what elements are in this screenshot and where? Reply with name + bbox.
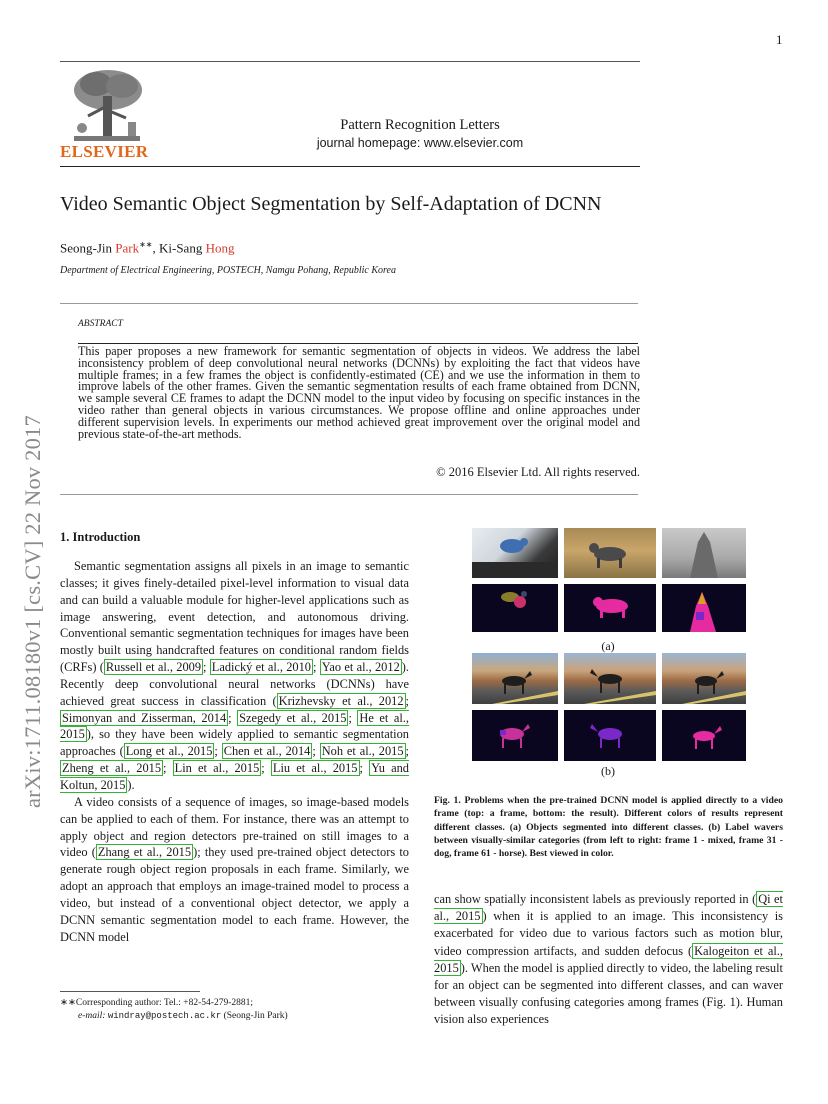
- author-separator: , Ki-Sang: [152, 240, 206, 256]
- figure-b-result-3: [662, 710, 746, 761]
- citation-link[interactable]: Yu and Koltun, 2015: [60, 761, 409, 792]
- footnote-rule: [60, 991, 200, 992]
- citation-link[interactable]: Simonyan and Zisserman, 2014: [62, 710, 227, 725]
- header-rule-top: [60, 61, 640, 62]
- segmentation-mask: [472, 710, 558, 761]
- segmentation-mask: [662, 584, 746, 632]
- elsevier-wordmark: ELSEVIER: [60, 142, 149, 161]
- text-run: ); they used pre-trained object detectors to generate rough object region proposals in each frame. Similarly, we adopt an approach that employs an image-trained model to process a video, but instead of a conventional object detector, we apply a DCNN semantic segmentation model to each frame. However, the DCNN model: [60, 845, 410, 944]
- email-label: e-mail:: [78, 1011, 106, 1021]
- citation-link[interactable]: Qi et al., 2015: [434, 892, 783, 924]
- footnote: [60, 997, 420, 1023]
- text-run: ;: [359, 761, 370, 776]
- text-run: ;: [214, 744, 222, 759]
- figure-a-result-3: [662, 584, 746, 632]
- text-run: ). Recently deep convolutional neural networks (DCNNs) have achieved great success in classification (: [60, 660, 410, 708]
- abstract-rule-top: [60, 303, 638, 304]
- bird-photo: [472, 528, 558, 578]
- figure-a-frame-3: [662, 528, 746, 578]
- animal-photo: [564, 528, 656, 578]
- citation-link[interactable]: Russell et al., 2009: [105, 660, 202, 675]
- text-run: ;: [228, 710, 238, 725]
- page-number: 1: [776, 32, 783, 47]
- citation-link[interactable]: Liu et al., 2015: [272, 761, 358, 776]
- figure-b-result-2: [564, 710, 656, 761]
- header-rule-bottom: [60, 166, 640, 167]
- text-run: ;: [405, 693, 409, 708]
- author-1-last[interactable]: Park: [115, 240, 140, 256]
- text-run: ;: [203, 660, 210, 675]
- citation-link[interactable]: Lin et al., 2015: [174, 761, 260, 776]
- affiliation: Department of Electrical Engineering, POSTECH, Namgu Pohang, Republic Korea: [60, 265, 396, 276]
- text-run: can show spatially inconsistent labels as previously reported in (: [434, 892, 757, 906]
- intro-paragraph-2: [60, 794, 409, 946]
- figure-caption: Fig. 1. Problems when the pre-trained DCNN model is applied directly to a video frame (top: a frame, bottom: the result). Different colors of results represent different classes. (a) Objects segmented into different classes. (b) Label wavers between visually-similar categories (from left to right: frame 1 - mixed, frame 31 - dog, frame 61 - horse). Best viewed in color.: [434, 795, 783, 860]
- footnote-name: (Seong-Jin Park): [223, 1011, 288, 1021]
- citation-link[interactable]: Noh et al., 2015: [321, 744, 404, 759]
- citation-link[interactable]: Krizhevsky et al., 2012: [278, 693, 404, 708]
- footnote-line-1: ∗∗Corresponding author: Tel.: +82-54-279-2881;: [60, 998, 253, 1008]
- text-run: ;: [405, 744, 409, 759]
- email-address[interactable]: windray@postech.ac.kr: [107, 1011, 222, 1021]
- citation-link[interactable]: Zhang et al., 2015: [97, 845, 192, 860]
- figure-b-result-1: [472, 710, 558, 761]
- citation-link[interactable]: Long et al., 2015: [125, 744, 213, 759]
- corresponding-mark: ∗∗: [139, 240, 153, 249]
- journal-homepage[interactable]: journal homepage: www.elsevier.com: [316, 136, 524, 150]
- figure-b-frame-2: [564, 653, 656, 704]
- author-2-last[interactable]: Hong: [205, 240, 235, 256]
- text-run: ).: [127, 777, 135, 792]
- figure-b-frame-1: [472, 653, 558, 704]
- horse-photo: [662, 653, 746, 704]
- author-list: [60, 240, 234, 256]
- abstract-label: ABSTRACT: [78, 319, 123, 329]
- citation-link[interactable]: Ladický et al., 2010: [211, 660, 311, 675]
- intro-paragraph-1: [60, 558, 409, 794]
- abstract-text: This paper proposes a new framework for semantic segmentation of objects in videos. We address the label inconsistency problem of deep convolutional neural networks (DCNNs) by exploiting the fact that videos have multiple frames; in a few frames the object is confidently-estimated (CE) and we use the information in them to improve labels of the other frames. Given the semantic segmentation results of each frame obtained from DCNN, we sample several CE frames to adapt the DCNN model to the input video by focusing on specific instances in the video rather than general objects in various circumstances. We propose offline and online approaches under different supervision levels. In experiments our method achieved great improvement over the original model and previous state-of-the-art methods.: [78, 344, 640, 441]
- citation-link[interactable]: Zheng et al., 2015: [62, 761, 162, 776]
- journal-name: Pattern Recognition Letters: [340, 117, 500, 133]
- citation-link[interactable]: Chen et al., 2014: [223, 744, 311, 759]
- cat-photo: [662, 528, 746, 578]
- figure-label-b: (b): [601, 764, 615, 778]
- text-run: ;: [261, 761, 271, 776]
- segmentation-mask: [564, 710, 656, 761]
- elsevier-tree-icon: [60, 66, 152, 146]
- footnote-line-2: [60, 1010, 420, 1023]
- text-run: ), so they have been widely applied to semantic segmentation approaches (: [60, 727, 409, 759]
- text-run: ;: [313, 660, 320, 675]
- text-run: ) when it is applied to an image. This inconsistency is exacerbated for video due to various factors such as motion blur, video compression artifacts, and sudden defocus (: [434, 909, 783, 958]
- text-run: ). When the model is applied directly to video, the labeling result for an object can be segmented into different classes, and can waver between visually confusing categories among frames (Fig. 1). Human vision also experiences: [434, 960, 783, 1027]
- citation-link[interactable]: He et al., 2015: [60, 710, 409, 742]
- left-column-text: [60, 558, 409, 945]
- figure-a-result-2: [564, 584, 656, 632]
- section-heading: 1. Introduction: [60, 530, 141, 544]
- figure-a-frame-1: [472, 528, 558, 578]
- text-run: ;: [312, 744, 320, 759]
- author-1-first: Seong-Jin: [60, 240, 116, 256]
- abstract-rule-bottom: [60, 494, 638, 495]
- arxiv-identifier: arXiv:1711.08180v1 [cs.CV] 22 Nov 2017: [20, 415, 45, 808]
- text-run: ;: [163, 761, 173, 776]
- horse-photo: [472, 653, 558, 704]
- text-run: ;: [348, 710, 358, 725]
- copyright-notice: © 2016 Elsevier Ltd. All rights reserved.: [436, 465, 640, 479]
- figure-label-a: (a): [601, 639, 615, 653]
- segmentation-mask: [564, 584, 656, 632]
- text-run: Semantic segmentation assigns all pixels in an image to semantic classes; it gives finely-detailed pixel-level information to visual data and can build a valuable module for higher-level applications such as image answering, event detection, and autonomous driving. Conventional semantic segmentation techniques for images have been mostly built using handcrafted features on conditional random fields (CRFs) (: [60, 559, 409, 675]
- citation-link[interactable]: Kalogeiton et al., 2015: [434, 943, 783, 975]
- text-run: A video consists of a sequence of images, so image-based models can be applied to each of them. For instance, there was an attempt to apply object and region detectors pre-trained on still images to a video (: [60, 794, 409, 860]
- figure-b-frame-3: [662, 653, 746, 704]
- citation-link[interactable]: Yao et al., 2012: [321, 660, 400, 675]
- segmentation-mask: [472, 584, 558, 632]
- figure-a-frame-2: [564, 528, 656, 578]
- right-column-text: [434, 891, 783, 1029]
- horse-photo: [564, 653, 656, 704]
- citation-link[interactable]: Szegedy et al., 2015: [239, 710, 347, 725]
- segmentation-mask: [662, 710, 746, 761]
- paper-title: Video Semantic Object Segmentation by Self-Adaptation of DCNN: [60, 193, 602, 215]
- figure-a-result-1: [472, 584, 558, 632]
